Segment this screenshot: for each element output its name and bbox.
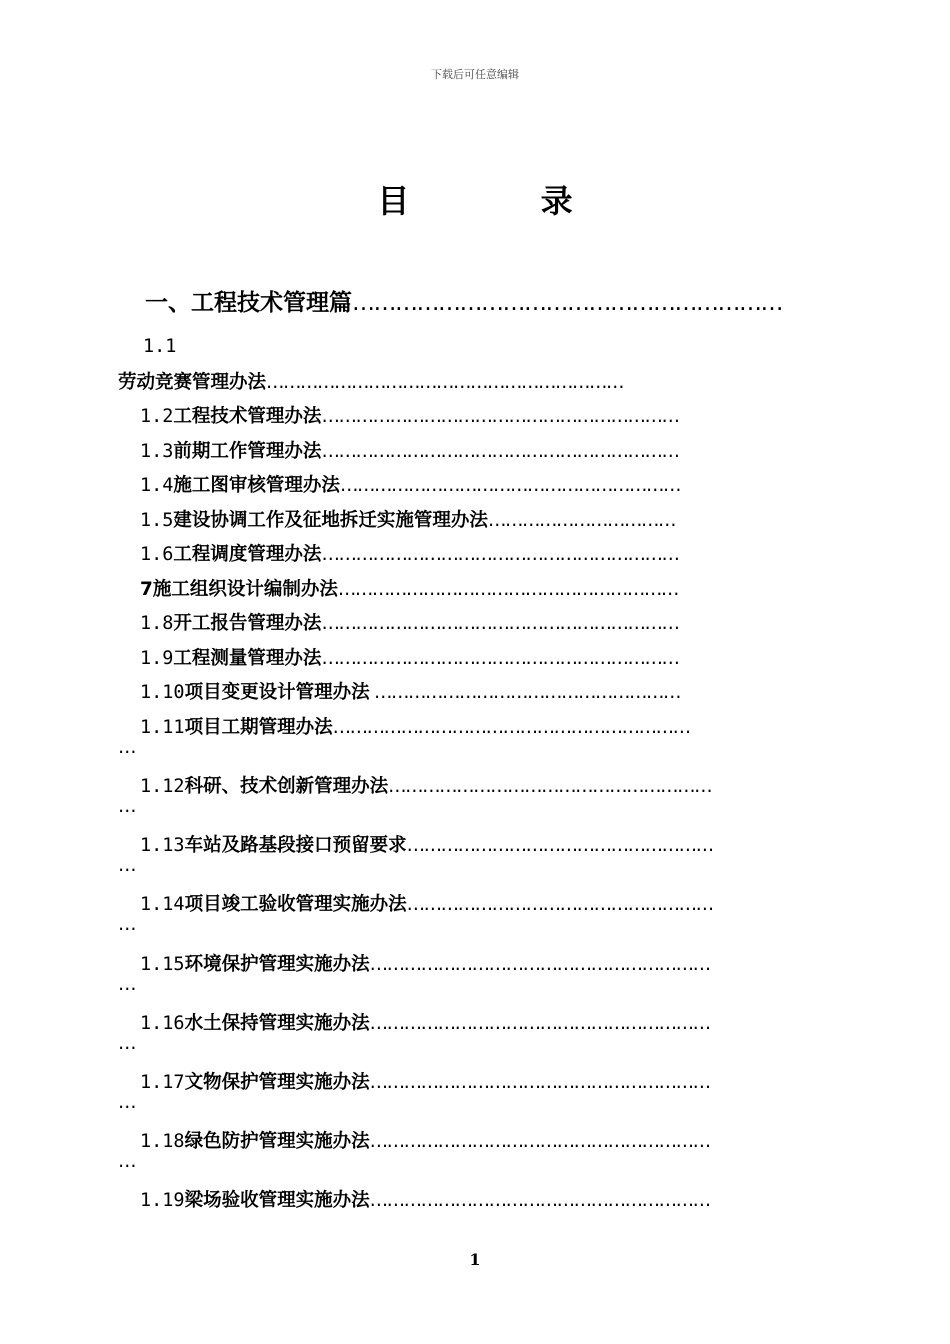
toc-item-num: 7 — [140, 579, 153, 600]
toc-item-num: 1.11 — [140, 717, 185, 738]
toc-leader-wrap: … — [118, 796, 135, 817]
toc-item[interactable] — [140, 1186, 710, 1212]
toc-item[interactable] — [140, 890, 713, 916]
toc-leader: …………………………………………………… — [369, 954, 710, 975]
toc-item-label: 绿色防护管理实施办法 — [184, 1131, 370, 1152]
toc-leader-wrap: … — [118, 914, 135, 935]
toc-item-num: 1.19 — [140, 1190, 185, 1211]
toc-item-num: 1.13 — [140, 835, 185, 856]
toc-item-label: 施工组织设计编制办法 — [152, 579, 338, 600]
toc-item-label: 工程调度管理办法 — [173, 544, 322, 565]
toc-leader: ……………………………………………………… — [321, 406, 679, 427]
toc-item-label: 劳动竞赛管理办法 — [118, 372, 267, 393]
toc-item-label: 项目竣工验收管理实施办法 — [184, 894, 407, 915]
toc-leader-wrap: … — [118, 737, 135, 758]
toc-item-label: 水土保持管理实施办法 — [184, 1013, 370, 1034]
toc-item[interactable] — [140, 950, 710, 976]
toc-leader: …………………………………………………… — [369, 1190, 710, 1211]
toc-leader: …………………………………………………… — [369, 1072, 710, 1093]
toc-item[interactable] — [140, 609, 678, 635]
toc-leader-wrap: … — [118, 1033, 135, 1054]
toc-item-label: 工程技术管理办法 — [173, 406, 322, 427]
toc-item[interactable] — [140, 1127, 710, 1153]
toc-leader-wrap: … — [118, 1092, 135, 1113]
toc-item[interactable] — [140, 575, 678, 601]
toc-item[interactable] — [140, 437, 678, 463]
toc-item-num: 1.5 — [140, 510, 174, 531]
toc-leader: ……………………………………………………… — [321, 648, 679, 669]
toc-item-label: 环境保护管理实施办法 — [184, 954, 370, 975]
toc-leader: ……………………………………………………… — [266, 372, 624, 393]
toc-item-label: 科研、技术创新管理办法 — [184, 776, 389, 797]
toc-item-num: 1.4 — [140, 475, 174, 496]
toc-item-num: 1.12 — [140, 776, 185, 797]
toc-leader: ……………………………………………………… — [321, 441, 679, 462]
toc-item-label: 项目变更设计管理办法 — [184, 682, 370, 703]
toc-leader: ……………………………………………………… — [321, 544, 679, 565]
toc-item-num: 1.9 — [140, 648, 174, 669]
toc-item-label: 施工图审核管理办法 — [173, 475, 340, 496]
toc-item[interactable] — [140, 471, 680, 497]
toc-item-num: 1.18 — [140, 1131, 185, 1152]
toc-item[interactable] — [140, 831, 713, 857]
header-note: 下载后可任意编辑 — [431, 68, 519, 81]
toc-item-num: 1.8 — [140, 613, 174, 634]
toc-item[interactable] — [140, 713, 690, 739]
toc-item[interactable] — [140, 678, 680, 704]
toc-leader-wrap: … — [118, 974, 135, 995]
toc-item[interactable] — [140, 644, 678, 670]
toc-item-label: 项目工期管理办法 — [184, 717, 333, 738]
toc-item-label: 建设协调工作及征地拆迁实施管理办法 — [173, 510, 488, 531]
toc-item-num: 1.14 — [140, 894, 185, 915]
toc-item[interactable] — [140, 772, 711, 798]
toc-leader: …………………………… — [487, 510, 675, 531]
toc-item-num: 1.2 — [140, 406, 174, 427]
page-number: 1 — [469, 1250, 481, 1269]
toc-leader: ……………………………………………… — [406, 835, 713, 856]
toc-item-label: 文物保护管理实施办法 — [184, 1072, 370, 1093]
toc-leader: ……………………………………………………… — [332, 717, 690, 738]
toc-leader: ………………………………………………… — [388, 776, 712, 797]
toc-leader: …………………………………………………… — [369, 1131, 710, 1152]
toc-section-label: 一、工程技术管理篇 — [145, 290, 352, 316]
toc-item-num: 1.3 — [140, 441, 174, 462]
toc-item-num: 1.1 — [143, 336, 177, 357]
toc-item[interactable] — [140, 1009, 710, 1035]
toc-item-num: 1.10 — [140, 682, 185, 703]
toc-leader-wrap: … — [118, 1151, 135, 1172]
toc-item[interactable] — [140, 1068, 710, 1094]
toc-item-label: 前期工作管理办法 — [173, 441, 322, 462]
page-title: 目 录 — [377, 182, 633, 220]
toc-leader-wrap: … — [118, 855, 135, 876]
toc-item-label: 梁场验收管理实施办法 — [184, 1190, 370, 1211]
toc-item-label: 开工报告管理办法 — [173, 613, 322, 634]
toc-item-label: 工程测量管理办法 — [173, 648, 322, 669]
toc-leader: …………………………………………………… — [339, 475, 680, 496]
toc-item-label: 车站及路基段接口预留要求 — [184, 835, 407, 856]
toc-item[interactable] — [140, 540, 678, 566]
toc-leader: …………………………………………………… — [369, 1013, 710, 1034]
toc-leader: ……………………………………………… — [406, 894, 713, 915]
toc-item-num: 1.15 — [140, 954, 185, 975]
toc-item[interactable] — [140, 506, 675, 532]
toc-leader: …………………………………………………… — [352, 290, 782, 316]
toc-item[interactable] — [118, 368, 623, 394]
toc-section[interactable] — [145, 284, 782, 317]
toc-item-num: 1.16 — [140, 1013, 185, 1034]
toc-leader: …………………………………………………… — [337, 579, 678, 600]
toc-leader: ……………………………………………… — [369, 682, 680, 703]
toc-item[interactable] — [140, 402, 678, 428]
toc-item-num: 1.17 — [140, 1072, 185, 1093]
toc-leader: ……………………………………………………… — [321, 613, 679, 634]
toc-item-num: 1.6 — [140, 544, 174, 565]
